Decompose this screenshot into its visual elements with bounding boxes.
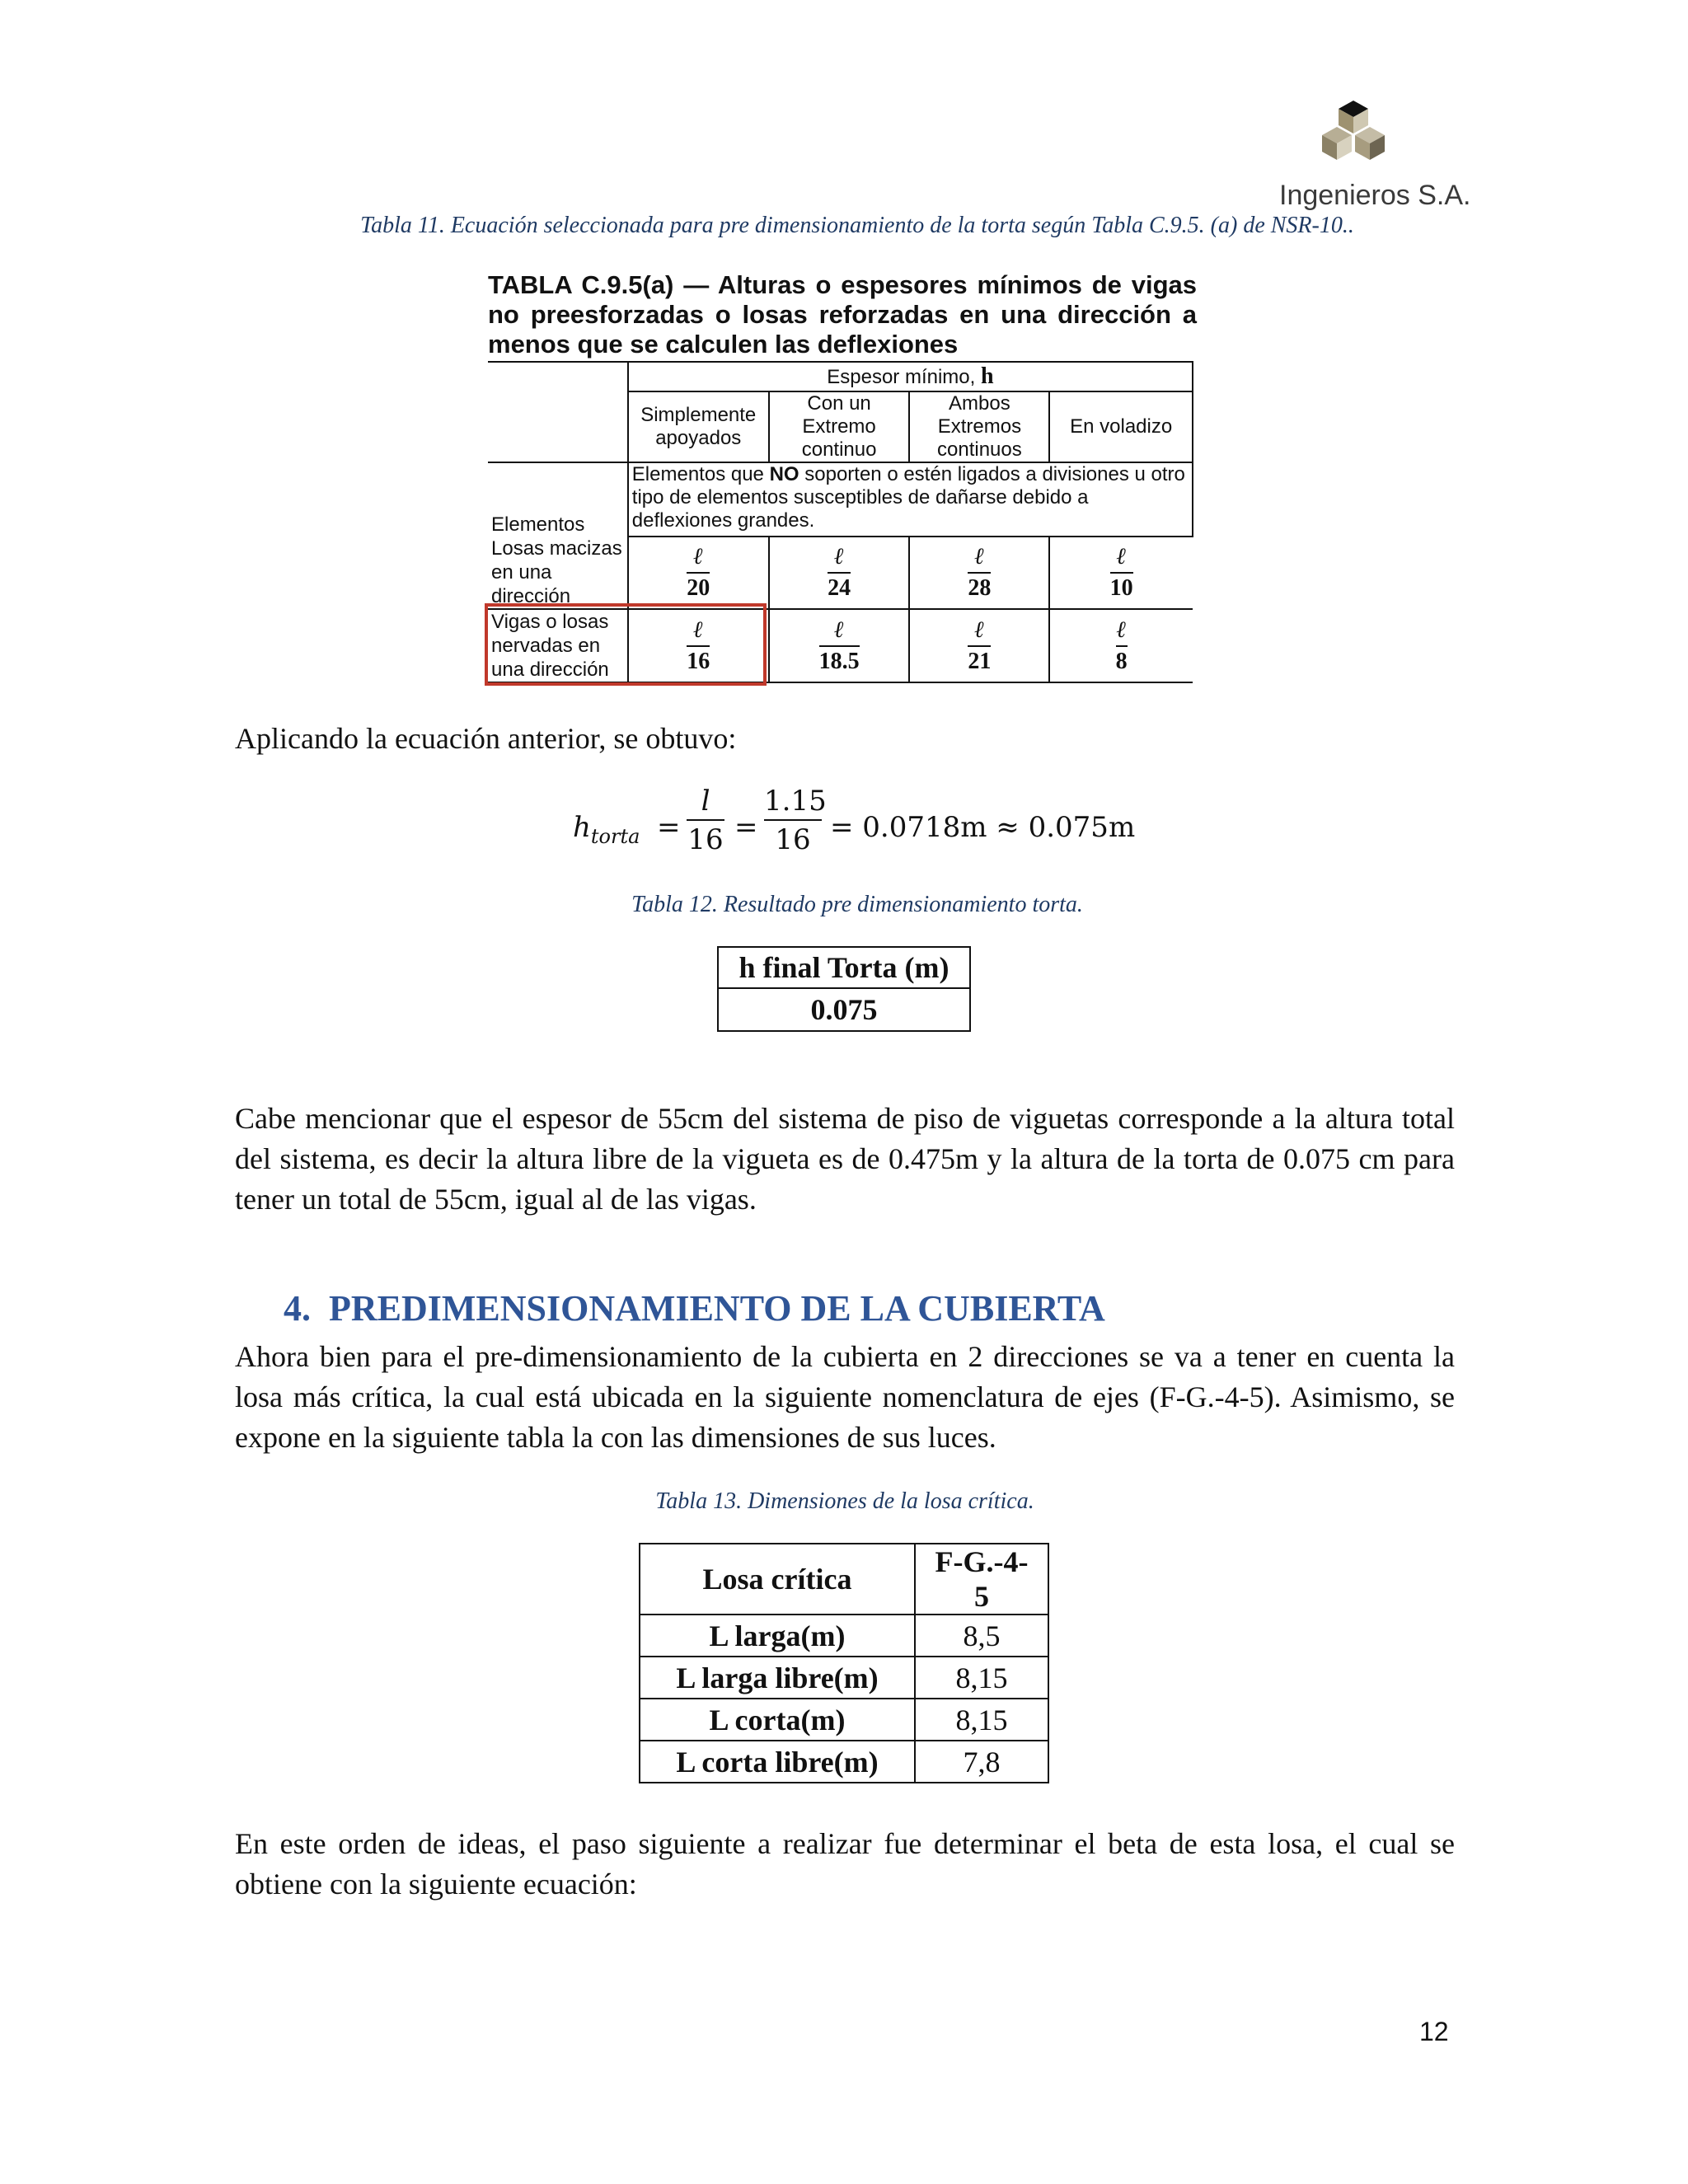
eq-lhs-sub: torta [590,824,640,848]
losa-row-label: L corta(m) [640,1699,915,1741]
losa-row-label: L larga libre(m) [640,1657,915,1699]
espesor-label: Espesor mínimo, [827,365,976,388]
espesor-header [628,362,1193,391]
row-label: Vigas o losas nervadas en una dirección [488,609,628,682]
company-name: Ingenieros S.A. [1279,180,1471,211]
eq-frac1-num: l [701,785,710,818]
frac-value: $\frac{\text{ℓ}}{20}$ [687,544,710,601]
equation-torta: $h_{torta}$ = l 16 = 1.15 16 = 0.0718m ≈ 0.075m [573,783,1150,865]
col-voladizo: En voladizo [1049,391,1193,462]
eq-frac1-den: 16 [687,823,724,856]
eq-result: = 0.0718m ≈ 0.075m [830,811,1136,844]
row-losas-macizas [488,537,1193,609]
elementos-label: Elementos [488,462,628,537]
eq-lhs-var: h [573,811,591,844]
losa-row-label: L corta libre(m) [640,1741,915,1783]
losa-row-value: 8,15 [915,1699,1048,1741]
paragraph-en-este-orden: En este orden de ideas, el paso siguiente a realizar fue determinar el beta de esta losa, el cual se obtiene con la siguiente ecuación: [235,1827,1455,1900]
col-un-extremo: Con un Extremo continuo [769,391,910,462]
frac-value: $\frac{\text{ℓ}}{28}$ [968,544,992,601]
paragraph-ahora-bien: Ahora bien para el pre-dimensionamiento de la cubierta en 2 direcciones se va a tener en cuenta la losa más crítica, la cual está ubicada en la siguiente nomenclatura de ejes (F-G.-4-5). Asimismo, se expone en la siguiente tabla la con las dimensiones de sus luces. [235,1340,1455,1454]
section-number: 4. [284,1288,311,1329]
section-heading [284,1287,1105,1329]
note-suffix: soporten o estén ligados a divisiones u otro tipo de elementos susceptibles de dañarse debido a deflexiones grandes. [631,463,1185,532]
caption-tabla-13: Tabla 13. Dimensiones de la losa crítica. [655,1488,1034,1514]
page-number: 12 [1419,2017,1449,2046]
torta-table [717,946,971,1032]
losa-row-value: 8,5 [915,1615,1048,1657]
losa-row-label: L larga(m) [640,1615,915,1657]
espesor-symbol: h [980,363,994,389]
caption-tabla-11: Tabla 11. Ecuación seleccionada para pre dimensionamiento de la torta según Tabla C.9.5. (a) de NSR-10.. [360,213,1354,238]
losa-header: F-G.-4-5 [915,1544,1048,1615]
paragraph-aplicando: Aplicando la ecuación anterior, se obtuvo: [235,722,737,755]
highlight-box [485,603,767,686]
cubes-logo-icon [1312,97,1395,180]
frac-value: $\frac{\text{ℓ}}{8}$ [1115,616,1128,674]
company-logo [1269,91,1471,214]
row-label: Losas macizas en una dirección [488,537,628,609]
torta-header: h final Torta (m) [718,947,970,988]
frac-value: $\frac{\text{ℓ}}{18.5}$ [818,616,860,674]
frac-value: $\frac{\text{ℓ}}{21}$ [968,616,992,674]
torta-value: 0.075 [718,988,970,1031]
losa-header: Losa crítica [640,1544,915,1615]
eq-frac2-num: 1.15 [764,785,827,818]
col-ambos-extremos: Ambos Extremos continuos [909,391,1049,462]
paragraph-cabe-mencionar: Cabe mencionar que el espesor de 55cm del sistema de piso de viguetas corresponde a la altura total del sistema, es decir la altura libre de la vigueta es de 0.475m y la altura de la torta de 0.075 cm para tener un total de 55cm, igual al de las vigas. [235,1102,1455,1216]
caption-tabla-12: Tabla 12. Resultado pre dimensionamiento torta. [631,892,1083,917]
losa-table [639,1543,1049,1783]
eq-frac2-den: 16 [775,823,811,856]
frac-value: $\frac{\text{ℓ}}{24}$ [828,544,851,601]
losa-row-value: 7,8 [915,1741,1048,1783]
frac-value: $\frac{\text{ℓ}}{10}$ [1109,544,1133,601]
losa-row-value: 8,15 [915,1657,1048,1699]
note-bold: NO [769,463,799,485]
section-title: PREDIMENSIONAMIENTO DE LA CUBIERTA [329,1288,1105,1329]
nsr-note [628,462,1193,537]
col-simplemente: Simplemente apoyados [628,391,769,462]
note-prefix: Elementos que [631,463,764,485]
nsr-table-title: TABLA C.9.5(a) — Alturas o espesores mínimos de vigas no preesforzadas o losas reforzadas en una dirección a menos que se calculen las deflexiones [488,270,1197,359]
frac-value: $\frac{\text{ℓ}}{16}$ [687,616,710,674]
